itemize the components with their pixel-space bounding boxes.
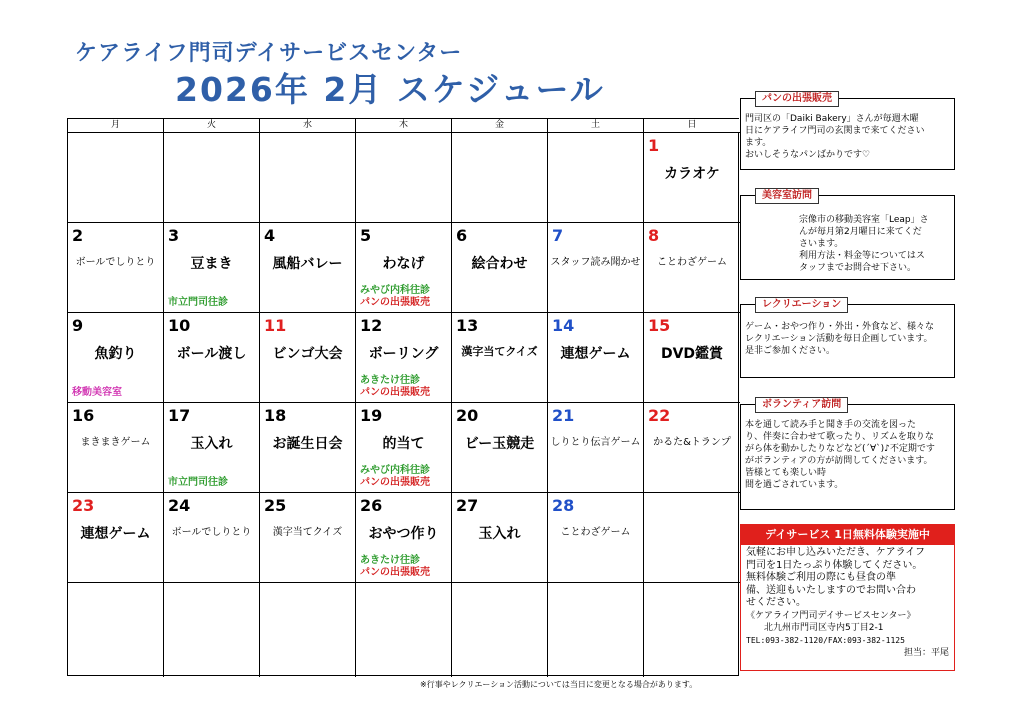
activity-label: わなげ [382, 256, 425, 272]
day-number: 27 [456, 496, 479, 515]
free-trial-box [740, 545, 955, 671]
day-cell [68, 403, 164, 493]
day-number: 4 [264, 226, 276, 245]
weekday-header: 木 [356, 119, 452, 132]
weekday-header: 水 [260, 119, 356, 132]
activity-label: ボーリング [368, 346, 439, 362]
free-trial-header: デイサービス 1日無料体験実施中 [740, 524, 955, 545]
volunteer-line: 間を過ごされています。 [745, 480, 844, 490]
day-number: 2 [72, 226, 84, 245]
activity-label: しりとり伝言ゲーム [550, 437, 641, 448]
activity-label: お誕生日会 [272, 436, 343, 452]
day-cell [164, 583, 260, 677]
day-number: 25 [264, 496, 287, 515]
cell-note: パンの出張販売 [360, 567, 430, 578]
day-cell [548, 223, 644, 313]
activity-label: 玉入れ [190, 436, 233, 452]
activity-label: 漢字当てクイズ [461, 345, 538, 358]
beauty-line: んが毎月第2月曜日に来てくだ [799, 227, 922, 237]
activity-label: ビー玉競走 [464, 436, 535, 452]
footer-note: ※行事やレクリエーション活動については当日に変更となる場合があります。 [420, 680, 698, 689]
beauty-line: タッフまでお問合せ下さい。 [799, 263, 917, 273]
beauty-visit-box [740, 195, 955, 280]
day-cell [68, 313, 164, 403]
activity-label: 漢字当てクイズ [272, 527, 343, 538]
cell-note: パンの出張販売 [360, 387, 430, 398]
day-cell [260, 583, 356, 677]
volunteer-line: がら体を動かしたりなどなど(´∀`)♪不定期です [745, 444, 935, 454]
day-cell [644, 313, 740, 403]
day-cell [164, 403, 260, 493]
activity-label: DVD鑑賞 [660, 346, 724, 362]
cell-note: みやび内科往診 [360, 285, 430, 296]
recreation-line: 是非ご参加ください。 [745, 346, 836, 356]
weekday-header: 日 [644, 119, 740, 132]
day-cell [68, 133, 164, 223]
activity-label: ことわざゲーム [657, 257, 727, 268]
activity-label: ボール渡し [176, 346, 247, 362]
recreation-line: ゲーム・おやつ作り・外出・外食など、様々な [745, 322, 935, 332]
beauty-line: 利用方法・料金等についてはス [799, 251, 925, 261]
bread-line: 門司区の「Daiki Bakery」さんが毎週木曜 [745, 114, 919, 124]
volunteer-text [741, 405, 954, 494]
day-cell [260, 133, 356, 223]
day-cell [68, 583, 164, 677]
day-cell [356, 493, 452, 583]
day-cell [260, 403, 356, 493]
cell-note: パンの出張販売 [360, 297, 430, 308]
cell-note: 市立門司往診 [168, 297, 228, 308]
trial-line: 備、送迎もいたしますのでお問い合わ [746, 584, 916, 596]
recreation-label: レクリエーション [755, 297, 848, 313]
day-cell [356, 313, 452, 403]
cell-note: みやび内科往診 [360, 465, 430, 476]
trial-contact: 担当：平尾 [903, 648, 949, 658]
day-cell [164, 313, 260, 403]
day-number: 26 [360, 496, 383, 515]
activity-label: 連想ゲーム [560, 346, 631, 362]
bread-sale-box [740, 98, 955, 170]
volunteer-box [740, 404, 955, 510]
activity-label: かるた&トランプ [653, 437, 731, 448]
trial-tel: TEL:093-382-1120/FAX:093-382-1125 [746, 635, 905, 645]
day-number: 1 [648, 136, 660, 155]
volunteer-line: がボランティアの方が訪問してくださいます。 [745, 456, 933, 466]
trial-line: せください。 [746, 597, 806, 608]
day-cell [260, 493, 356, 583]
day-cell [68, 493, 164, 583]
day-number: 28 [552, 496, 575, 515]
day-cell [644, 133, 740, 223]
trial-org: 《ケアライフ門司デイサービスセンター》 [746, 610, 916, 621]
cell-note: あきたけ往診 [360, 555, 420, 566]
weekday-header: 土 [548, 119, 644, 132]
day-number: 15 [648, 316, 671, 335]
activity-label: 魚釣り [94, 346, 137, 362]
recreation-box [740, 304, 955, 378]
day-cell [452, 313, 548, 403]
activity-label: ボールでしりとり [171, 527, 252, 538]
day-number: 9 [72, 316, 84, 335]
day-cell [164, 493, 260, 583]
schedule-title: 2026年 2月 スケジュール [175, 70, 605, 109]
bread-line: 日にケアライフ門司の玄関まで来てください [745, 126, 925, 136]
activity-label: ボールでしりとり [75, 257, 156, 268]
beauty-line: 宗像市の移動美容室「Leap」さ [799, 215, 929, 225]
day-cell [452, 133, 548, 223]
activity-label: 絵合わせ [471, 256, 528, 272]
cell-note: あきたけ往診 [360, 375, 420, 386]
day-number: 20 [456, 406, 479, 425]
activity-label: ビンゴ大会 [272, 346, 343, 362]
day-cell [260, 313, 356, 403]
day-cell [356, 133, 452, 223]
day-number: 22 [648, 406, 671, 425]
activity-label: 連想ゲーム [80, 526, 151, 542]
calendar-grid [67, 118, 739, 676]
bread-sale-text [741, 99, 954, 164]
trial-line: 門司を1日たっぷり体験してください。 [746, 559, 923, 571]
day-number: 14 [552, 316, 575, 335]
activity-label: まきまきゲーム [80, 437, 151, 448]
day-number: 19 [360, 406, 383, 425]
weekday-header: 金 [452, 119, 548, 132]
day-cell [452, 223, 548, 313]
activity-label: 風船バレー [272, 256, 343, 272]
volunteer-line: 本を通して読み手と聞き手の交流を図った [745, 420, 917, 430]
day-cell [644, 493, 740, 583]
day-number: 8 [648, 226, 660, 245]
trial-address: 北九州市門司区寺内5丁目2-1 [764, 623, 884, 633]
weekday-header: 月 [68, 119, 164, 132]
beauty-visit-text [741, 196, 954, 277]
day-cell [644, 403, 740, 493]
day-number: 11 [264, 316, 287, 335]
activity-label: カラオケ [664, 166, 720, 182]
day-number: 10 [168, 316, 191, 335]
bread-sale-label: パンの出張販売 [755, 91, 839, 107]
day-number: 16 [72, 406, 95, 425]
activity-label: スタッフ読み聞かせ [550, 257, 641, 268]
day-cell [452, 403, 548, 493]
day-number: 18 [264, 406, 287, 425]
day-number: 7 [552, 226, 564, 245]
center-name: ケアライフ門司デイサービスセンター [75, 41, 463, 66]
day-cell [548, 133, 644, 223]
trial-line: 気軽にお申し込みいただき、ケアライフ [746, 547, 925, 558]
activity-label: 的当て [382, 436, 425, 452]
day-number: 6 [456, 226, 468, 245]
cell-note: パンの出張販売 [360, 477, 430, 488]
volunteer-line: 皆様とても楽しい時 [745, 468, 827, 478]
day-number: 12 [360, 316, 383, 335]
activity-label: ことわざゲーム [560, 527, 631, 538]
day-cell [260, 223, 356, 313]
day-cell [548, 493, 644, 583]
day-number: 23 [72, 496, 95, 515]
volunteer-line: り、伴奏に合わせて歌ったり、リズムを取りな [745, 432, 934, 442]
activity-label: おやつ作り [368, 526, 439, 542]
cell-note: 移動美容室 [72, 387, 122, 398]
bread-line: おいしそうなパンばかりです♡ [745, 150, 871, 160]
recreation-line: レクリエーション活動を毎日企画しています。 [745, 334, 933, 344]
beauty-visit-label: 美容室訪問 [755, 188, 819, 204]
trial-line: 無料体験ご利用の際にも昼食の準 [746, 572, 896, 583]
day-cell [548, 403, 644, 493]
day-number: 5 [360, 226, 372, 245]
day-cell [644, 223, 740, 313]
activity-label: 豆まき [190, 256, 233, 272]
day-cell [164, 133, 260, 223]
volunteer-label: ボランティア訪問 [755, 397, 848, 413]
day-cell [452, 583, 548, 677]
day-cell [548, 583, 644, 677]
day-number: 21 [552, 406, 575, 425]
weekday-header: 火 [164, 119, 260, 132]
day-cell [452, 493, 548, 583]
day-number: 3 [168, 226, 180, 245]
day-number: 17 [168, 406, 191, 425]
day-cell [644, 583, 740, 677]
day-cell [548, 313, 644, 403]
bread-line: ます。 [745, 138, 772, 148]
day-cell [68, 223, 164, 313]
day-cell [164, 223, 260, 313]
activity-label: 玉入れ [478, 526, 521, 542]
beauty-line: さいます。 [799, 239, 844, 249]
recreation-text [741, 305, 954, 360]
day-number: 24 [168, 496, 191, 515]
cell-note: 市立門司往診 [168, 477, 228, 488]
day-number: 13 [456, 316, 479, 335]
day-cell [356, 583, 452, 677]
day-cell [356, 223, 452, 313]
day-cell [356, 403, 452, 493]
